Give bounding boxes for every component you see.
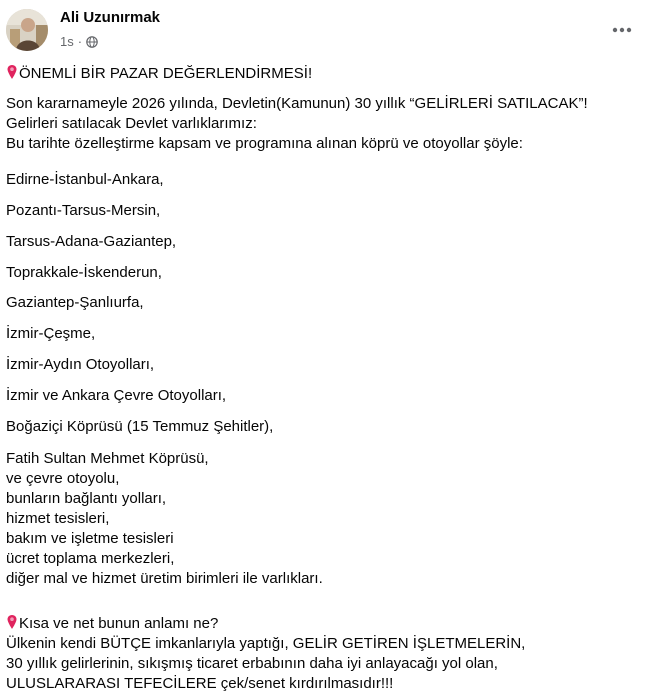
pushpin-icon <box>6 614 18 630</box>
post-paragraph <box>6 355 154 375</box>
post-line-text: Edirne-İstanbul-Ankara, <box>6 171 164 188</box>
post-paragraph <box>6 324 95 344</box>
post-line-text: Tarsus-Adana-Gaziantep, <box>6 233 177 250</box>
post-line-text: ULUSLARARASI TEFECİLERE çek/senet kırdırılmasıdır!!! <box>6 675 394 692</box>
post-line-text: bunların bağlantı yolları, <box>6 490 167 507</box>
post-line <box>6 201 160 221</box>
post-line <box>6 386 226 406</box>
post-paragraph <box>6 614 525 694</box>
post-line-text: ve çevre otoyolu, <box>6 470 120 487</box>
post-line-text: Toprakkale-İskenderun, <box>6 264 162 281</box>
post-line <box>6 64 312 84</box>
post-time[interactable]: 1s <box>60 34 74 49</box>
post-line <box>6 324 95 344</box>
more-options-icon <box>612 27 632 33</box>
post-line <box>6 114 588 134</box>
post-line <box>6 94 588 114</box>
post-line <box>6 654 525 674</box>
more-options-button[interactable] <box>604 12 640 48</box>
post-line <box>6 232 176 252</box>
post-line-text: diğer mal ve hizmet üretim birimleri ile varlıkları. <box>6 570 323 587</box>
post-line-text: İzmir-Aydın Otoyolları, <box>6 356 155 373</box>
post-line-text: ücret toplama merkezleri, <box>6 550 175 567</box>
post-line-text: Bu tarihte özelleştirme kapsam ve programına alınan köprü ve otoyollar şöyle: <box>6 135 523 152</box>
post-line <box>6 170 164 190</box>
post-paragraph <box>6 449 323 589</box>
globe-icon[interactable] <box>86 36 98 48</box>
post-line-text: Boğaziçi Köprüsü (15 Temmuz Şehitler), <box>6 418 274 435</box>
post-line <box>6 355 154 375</box>
post-line-text: Gaziantep-Şanlıurfa, <box>6 294 144 311</box>
post-line-text: Fatih Sultan Mehmet Köprüsü, <box>6 450 209 467</box>
post-line <box>6 263 162 283</box>
post-line <box>6 134 588 154</box>
post-line-text: ÖNEMLİ BİR PAZAR DEĞERLENDİRMESİ! <box>19 65 313 82</box>
avatar-photo <box>6 9 48 51</box>
post-line <box>6 293 144 313</box>
post-line-text: Gelirleri satılacak Devlet varlıklarımız: <box>6 115 257 132</box>
post-line <box>6 614 525 634</box>
post-meta <box>60 34 98 49</box>
post-line-text: Ülkenin kendi BÜTÇE imkanlarıyla yaptığı, GELİR GETİREN İŞLETMELERİN, <box>6 635 526 652</box>
post-paragraph <box>6 201 160 221</box>
post-paragraph <box>6 170 164 190</box>
post-line-text: Pozantı-Tarsus-Mersin, <box>6 202 161 219</box>
post-line-text: Son kararnameyle 2026 yılında, Devletin(Kamunun) 30 yıllık “GELİRLERİ SATILACAK”! <box>6 95 588 112</box>
post-line <box>6 469 323 489</box>
post-paragraph <box>6 64 312 84</box>
post-line-text: Kısa ve net bunun anlamı ne? <box>19 615 219 632</box>
post-line <box>6 549 323 569</box>
post-line-text: İzmir ve Ankara Çevre Otoyolları, <box>6 387 227 404</box>
meta-separator: · <box>77 34 83 49</box>
post-line <box>6 489 323 509</box>
post-line <box>6 529 323 549</box>
post-paragraph <box>6 94 588 154</box>
post-line-text: 30 yıllık gelirlerinin, sıkışmış ticaret erbabının daha iyi anlayacağı yol olan, <box>6 655 498 672</box>
avatar[interactable] <box>6 9 48 51</box>
post-line <box>6 509 323 529</box>
pushpin-icon <box>6 64 18 80</box>
post-paragraph <box>6 232 176 252</box>
post-line <box>6 449 323 469</box>
post-line-text: hizmet tesisleri, <box>6 510 110 527</box>
post-line <box>6 674 525 694</box>
post-paragraph <box>6 263 162 283</box>
post-line <box>6 569 323 589</box>
post-line-text: bakım ve işletme tesisleri <box>6 530 174 547</box>
post-paragraph <box>6 386 226 406</box>
post-line <box>6 634 525 654</box>
author-name[interactable]: Ali Uzunırmak <box>60 9 161 26</box>
post-line-text: İzmir-Çeşme, <box>6 325 96 342</box>
post-paragraph <box>6 417 273 437</box>
post-line <box>6 417 273 437</box>
post-paragraph <box>6 293 144 313</box>
